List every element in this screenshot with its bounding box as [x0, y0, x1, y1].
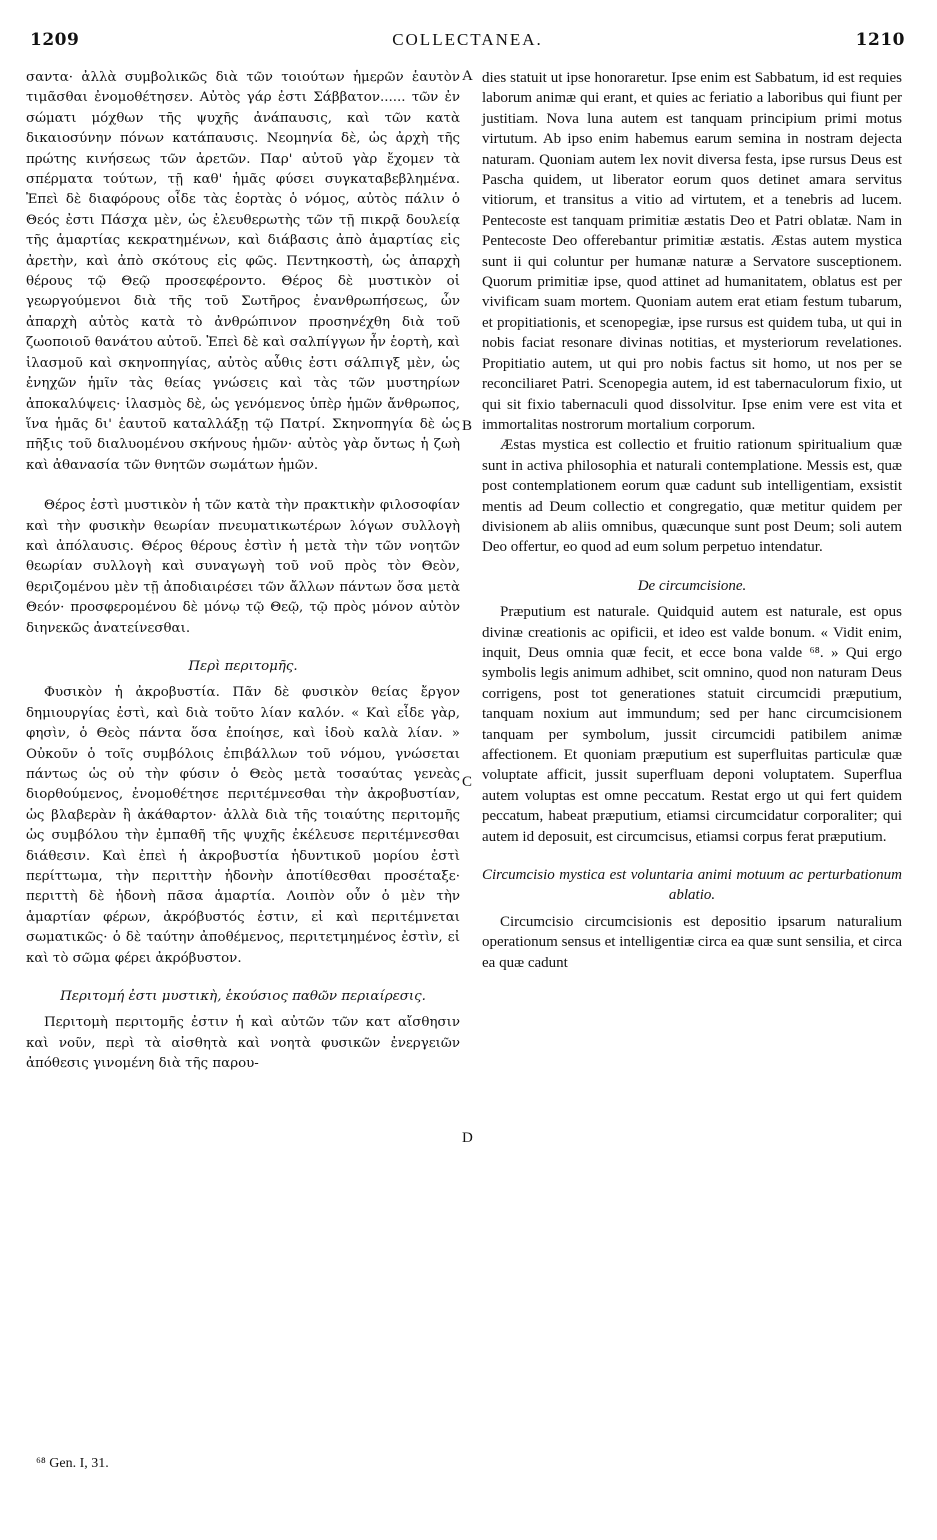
- greek-column: [26, 68, 460, 1075]
- latin-paragraph-1: dies statuit ut ipse honoraretur. Ipse enim est Sabbatum, id est requies laborum animæ qui erant, et quies ac feriatio a laboribus qui fiunt per justitiam. Nova luna autem est tanquam principium primi motus virtutum. Ab ipso enim habemus earum semina in nostram dejecta naturam. Quoniam autem lex novit diversa festa, ipse rursus Deus est Pascha quidem, ut liberator eorum quos detinet amara servitus vitiorum, et transitus a vitio ad virtutem, et a tenebris ad lucem. Pentecoste est tanquam primitiæ æstatis Deo et Patri oblatæ. Nam in Pentecoste Deo offerebantur primitiæ æstatis. Æstas autem mystica sunt ii qui coluntur per humanæ naturæ a Servatore susceptionem. Quorum primitiæ ipse, quod attinet ad humanitatem, oblatus est per vivificam suam mortem. Quoniam autem erat etiam festum tubarum, et propitiationis, et scenopegiæ, ipse rursus est quidem tuba, ut qui in nobis faciat resonare divinas notitias, et mysteriorum revelationes. Propitiatio autem, ut qui pro nobis factus sit homo, ut nos per se reconciliaret Patri. Scenopegia autem, id est tabernaculorum fixio, ut qui sit fixio tabernaculi quod dissolvitur. Ipse enim vere est vita et immortalitas nostrorum mortalium corporum.: [482, 70, 902, 433]
- right-page-number: 1210: [855, 30, 905, 50]
- margin-letter-d: D: [462, 1130, 473, 1146]
- latin-paragraph-4: Circumcisio circumcisionis est depositio ipsarum naturalium operationum sensus et intelligentiæ circa ea quæ sunt sensilia, et circa ea quæ cadunt: [482, 913, 902, 971]
- margin-letter-a: A: [462, 68, 473, 84]
- latin-paragraph-2: Æstas mystica est collectio et fruitio rationum spiritualium quæ sunt in activa philosophia et naturali contemplatione. Messis est, quæ post contemplationem eorum quæ cadunt sub intelligentiam, exsistit mentis ad Deum collectio et congregatio, quæ metitur quidem per divisionem ab aliis omnibus, quæcunque sunt post Deum; soli autem Deo offertur, eo quod ad eum solum perpetuo intendatur.: [482, 437, 902, 556]
- greek-paragraph-2: Θέρος ἐστὶ μυστικὸν ἡ τῶν κατὰ τὴν πρακτικὴν φιλοσοφίαν καὶ τὴν φυσικὴν θεωρίαν πνευματικωτέρων λόγων συλλογὴ καὶ ἀπόλαυσις. Θέρος θέρους ἐστὶν ἡ μετὰ τὴν τῶν νοητῶν θεωρίαν συλλογὴ καὶ συναγωγὴ τοῦ νοῦ πρὸς τὸν Θεὸν, θεριζομένου μὲν τῇ ἀποδιαιρέσει τῶν ἄλλων πάντων ὅσα μετὰ Θεόν· προσφερομένου δὲ μόνῳ τῷ Θεῷ, τῷ πρὸς μόνον αὐτὸν διηνεκῶς ἀνατείνεσθαι.: [26, 498, 460, 636]
- greek-paragraph-3: Φυσικὸν ἡ ἀκροβυστία. Πᾶν δὲ φυσικὸν θείας ἔργον δημιουργίας ἐστὶ, καὶ διὰ τοῦτο λίαν καλόν. « Καὶ εἶδε γὰρ, φησὶν, ὁ Θεὸς πάντα ὅσα ἐποίησε, καὶ ἰδοὺ καλὰ λίαν. » Οὐκοῦν ὁ τοῖς συμβόλοις ἐπιβάλλων τοῦ νόμου, γνώσεται πάντως ὡς οὐ τὴν φύσιν ὁ Θεὸς μετὰ τοσαύτας γενεὰς διορθούμενος, ἐνομοθέτησε περιτέμνεσθαι τὴν ἀκροβυστίαν, ὡς βλαβερὰν ἢ ἀκάθαρτον· ἀλλὰ διὰ τῆς τοιαύτης περιτομῆς ὡς συμβόλου τὴν ἐμπαθῆ τῆς ψυχῆς ἐκέλευσε περιτέμνεσθαι διάθεσιν. Καὶ ἐπεὶ ἡ ἀκροβυστία ἡδυντικοῦ μορίου ἐστὶ περίττωμα, τὴν περιττὴν ἡδονὴν ἀποτίθεσθαι προσέταξε· περιττὴ δὲ ἡδονὴ πᾶσα ἁμαρτία. Λοιπὸν οὖν ὁ μὲν τὴν ἁμαρτίαν φέρων, ἀκρόβυστός ἐστιν, εἰ καὶ περιτέμνεται σωματικῶς· ὁ δὲ ταύτην ἀποθέμενος, περιτετμημένος ἐστὶν, εἰ καὶ τὸ σῶμα φέρει ἀκρόβυστον.: [26, 685, 460, 966]
- left-page-number: 1209: [30, 30, 80, 50]
- greek-section-title-2: Περιτομή ἐστι μυστικὴ, ἑκούσιος παθῶν περιαίρεσις.: [60, 989, 426, 1005]
- greek-section-title-1: Περὶ περιτομῆς.: [188, 658, 298, 674]
- margin-letter-c: C: [462, 774, 473, 790]
- margin-letter-b: B: [462, 418, 473, 434]
- greek-paragraph-1: σαντα· ἀλλὰ συμβολικῶς διὰ τῶν τοιούτων ἡμερῶν ἑαυτὸν τιμᾶσθαι ἐνομοθέτησεν. Αὐτὸς γάρ ἐστι Σάββατον...... τῶν ἐν σώματι μόχθων τῆς ψυχῆς ἀνάπαυσις, καὶ τῶν κατὰ δικαιοσύνην πόνων κατάπαυσις. Νεομηνία δὲ, ὡς ἀρχὴ τῆς πρώτης κινήσεως τῶν ἀρετῶν. Παρ' αὐτοῦ γὰρ ἔχομεν τὰ σπέρματα τούτων, τῇ καθ' ἡμᾶς φύσει συγκαταβεβλημένα. Ἐπεὶ δὲ διαφόρους οἶδε τὰς ἑορτὰς ὁ νόμος, αὐτὸς πάλιν ὁ Θεός ἐστι Πάσχα μὲν, ὡς ἐλευθερωτὴς τῶν τῇ πικρᾷ δουλείᾳ τῆς ἁμαρτίας κεκρατημένων, καὶ διάβασις ἀπὸ ἁμαρτίας εἰς ἀρετὴν, καὶ ἀπὸ σκότους εἰς φῶς. Πεντηκοστὴ, ὡς ἀπαρχὴ θέρους τῷ Θεῷ προσεφέροντο. Θέρος δὲ μυστικὸν οἱ γεωργούμενοι διὰ τῆς τοῦ Σωτῆρος ἐνανθρωπήσεως, ὧν ἀπαρχὴ αὐτὸς κατὰ τὸ ἀνθρώπινον προσηνέχθη διὰ τοῦ ζωοποιοῦ θανάτου αὐτοῦ. Ἐπεὶ δὲ καὶ σαλπίγγων ἦν ἑορτὴ, καὶ ἱλασμοῦ καὶ σκηνοπηγίας, αὐτὸς αὖθις ἐστι σάλπιγξ μὲν, ὡς ἐνηχῶν ἡμῖν τὰς θείας γνώσεις καὶ τὰς τῶν μυστηρίων ἀποκαλύψεις· ἱλασμὸς δὲ, ὡς γενόμενος ὑπὲρ ἡμῶν ἄνθρωπος, ἵνα ἡμᾶς δι' ἑαυτοῦ καταλλάξῃ τῷ Πατρί. Σκηνοπηγία δὲ ὡς πῆξις τοῦ διαλυομένου σκήνους ἡμῶν· αὐτὸς γὰρ ὄντως ἡ ζωὴ καὶ ἀθανασία τῶν θνητῶν σωμάτων ἡμῶν.: [26, 70, 460, 473]
- footnote: ⁶⁸ Gen. I, 31.: [36, 1456, 109, 1471]
- latin-paragraph-3: Præputium est naturale. Quidquid autem est naturale, est opus divinæ creationis ac opificii, et ideo est valde bonum. « Vidit enim, inquit, Deus omnia quæ fecit, et ecce bona valde ⁶⁸. » Qui ergo symbolis legis animum adhibet, scit omnino, quod non naturam Deus corrigens, post tot generationes statuit circumcidi præputium, tanquam noxium aut immundum; sed per hanc circumcisionem tanquam per symbolum, jussit circumcidi patibilem animæ affectionem. Et quoniam præputium est superfluitas particulæ quæ voluptate afficit, jussit superfluam deponi voluptatem. Superflua autem voluptas est omne peccatum. Restat ergo ut qui fert quidem peccatum, habeat præputium, etiamsi circumcidatur corporaliter; qui autem id deposuit, est circumcisus, etiamsi corpus ferat præputium.: [482, 604, 902, 845]
- latin-section-title-2: Circumcisio mystica est voluntaria animi motuum ac perturbationum ablatio.: [482, 867, 902, 904]
- latin-column: [482, 68, 902, 973]
- greek-paragraph-4: Περιτομὴ περιτομῆς ἐστιν ἡ καὶ αὐτῶν τῶν κατ αἴσθησιν καὶ νοῦν, περὶ τὰ αἰσθητὰ καὶ νοητὰ φυσικῶν ἐνεργειῶν ἀπόθεσις γινομένη διὰ τῆς παρου-: [26, 1015, 460, 1072]
- page-header: [30, 30, 905, 58]
- latin-section-title-1: De circumcisione.: [637, 577, 747, 594]
- running-title: COLLECTANEA.: [392, 30, 543, 49]
